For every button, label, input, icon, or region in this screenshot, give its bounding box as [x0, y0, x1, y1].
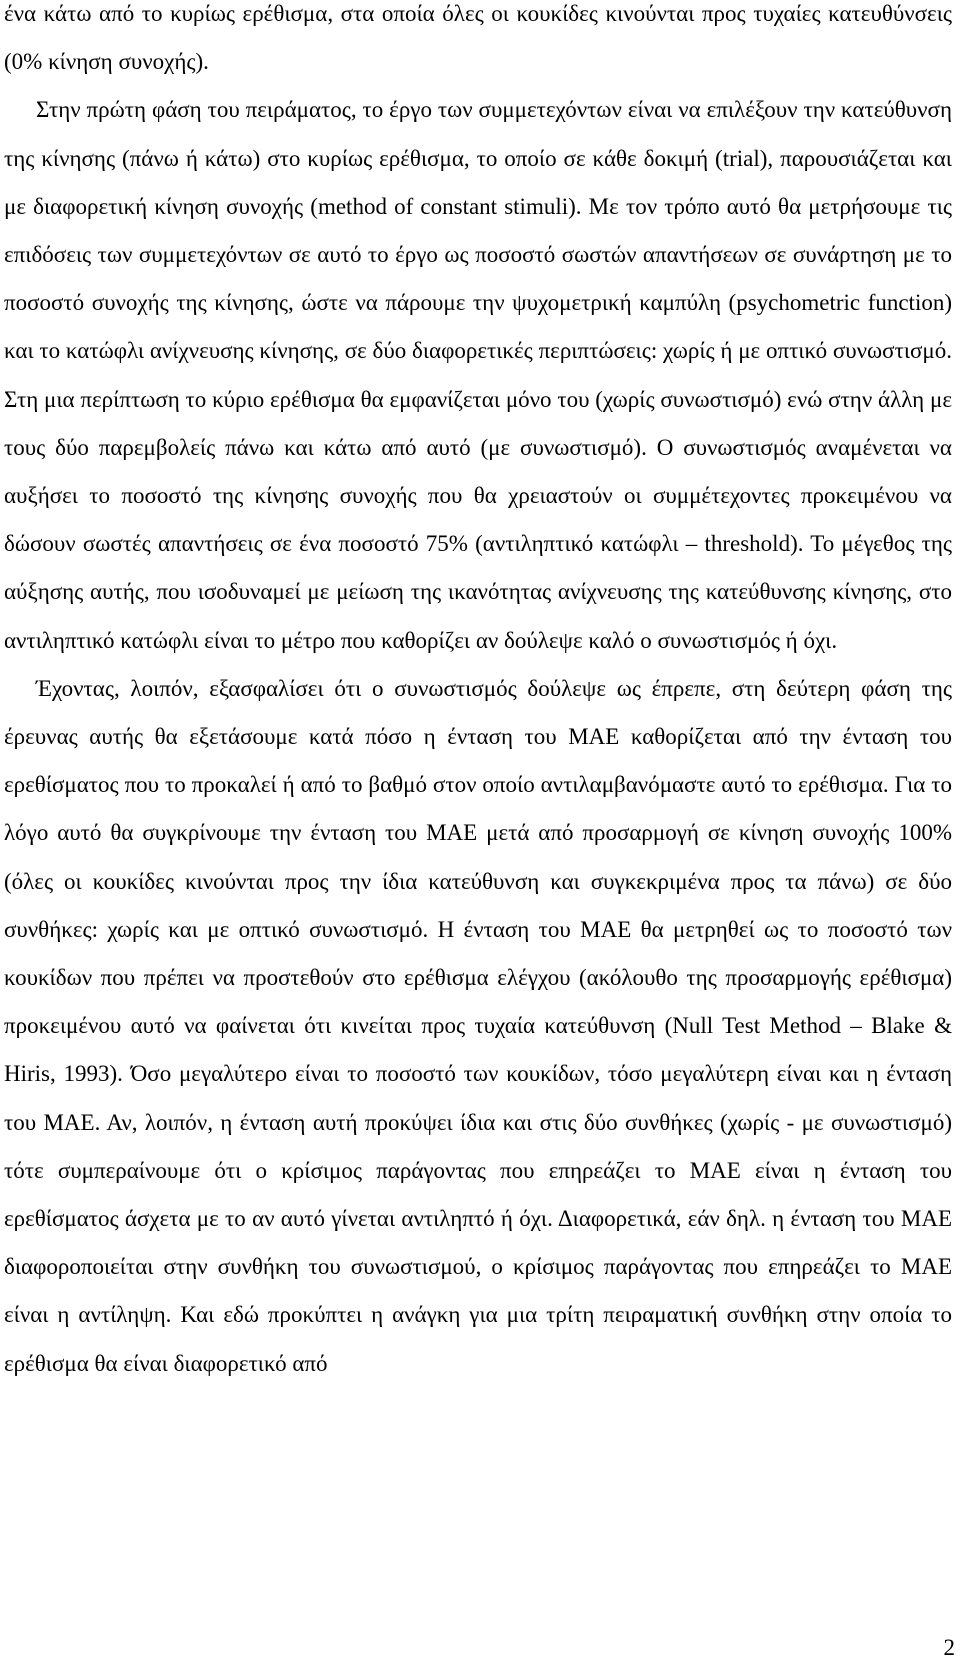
page-number: 2: [943, 1635, 955, 1660]
paragraph-first-phase: Στην πρώτη φάση του πειράματος, το έργο των συμμετεχόντων είναι να επιλέξουν την κατεύθυνση της κίνησης (πάνω ή κάτω) στο κυρίως ερέθισμα, το οποίο σε κάθε δοκιμή (trial), παρουσιάζεται και με διαφορετική κίνηση συνοχής (method of constant stimuli). Με τον τρόπο αυτό θα μετρήσουμε τις επιδόσεις των συμμετεχόντων σε αυτό το έργο ως ποσοστό σωστών απαντήσεων σε συνάρτηση με το ποσοστό συνοχής της κίνησης, ώστε να πάρουμε την ψυχομετρική καμπύλη (psychometric function) και το κατώφλι ανίχνευσης κίνησης, σε δύο διαφορετικές περιπτώσεις: χωρίς ή με οπτικό συνωστισμό. Στη μια περίπτωση το κύριο ερέθισμα θα εμφανίζεται μόνο του (χωρίς συνωστισμό) ενώ στην άλλη με τους δύο παρεμβολείς πάνω και κάτω από αυτό (με συνωστισμό). Ο συνωστισμός αναμένεται να αυξήσει το ποσοστό της κίνησης συνοχής που θα χρειαστούν οι συμμέτεχοντες προκειμένου να δώσουν σωστές απαντήσεις σε ένα ποσοστό 75% (αντιληπτικό κατώφλι – threshold). Το μέγεθος της αύξησης αυτής, που ισοδυναμεί με μείωση της ικανότητας ανίχνευσης της κατεύθυνσης κίνησης, στο αντιληπτικό κατώφλι είναι το μέτρο που καθορίζει αν δούλεψε καλό ο συνωστισμός ή όχι.: [4, 97, 952, 653]
paragraph-continuation: ένα κάτω από το κυρίως ερέθισμα, στα οποία όλες οι κουκίδες κινούνται προς τυχαίες κατευθύνσεις (0% κίνηση συνοχής).: [4, 1, 952, 75]
paragraph-second-phase: Έχοντας, λοιπόν, εξασφαλίσει ότι ο συνωστισμός δούλεψε ως έπρεπε, στη δεύτερη φάση της έρευνας αυτής θα εξετάσουμε κατά πόσο η ένταση του ΜΑΕ καθορίζεται από την ένταση του ερεθίσματος που το προκαλεί ή από το βαθμό στον οποίο αντιλαμβανόμαστε αυτό το ερέθισμα. Για το λόγο αυτό θα συγκρίνουμε την ένταση του ΜΑΕ μετά από προσαρμογή σε κίνηση συνοχής 100% (όλες οι κουκίδες κινούνται προς την ίδια κατεύθυνση και συγκεκριμένα προς τα πάνω) σε δύο συνθήκες: χωρίς και με οπτικό συνωστισμό. Η ένταση του ΜΑΕ θα μετρηθεί ως το ποσοστό των κουκίδων που πρέπει να προστεθούν στο ερέθισμα ελέγχου (ακόλουθο της προσαρμογής ερέθισμα) προκειμένου αυτό να φαίνεται ότι κινείται προς τυχαία κατεύθυνση (Null Test Method – Blake & Hiris, 1993). Όσο μεγαλύτερο είναι το ποσοστό των κουκίδων, τόσο μεγαλύτερη είναι και η ένταση του ΜΑΕ. Αν, λοιπόν, η ένταση αυτή προκύψει ίδια και στις δύο συνθήκες (χωρίς - με συνωστισμό) τότε συμπεραίνουμε ότι ο κρίσιμος παράγοντας που επηρεάζει το ΜΑΕ είναι η ένταση του ερεθίσματος άσχετα με το αν αυτό γίνεται αντιληπτό ή όχι. Διαφορετικά, εάν δηλ. η ένταση του ΜΑΕ διαφοροποιείται στην συνθήκη του συνωστισμού, ο κρίσιμος παράγοντας που επηρεάζει το ΜΑΕ είναι η αντίληψη. Και εδώ προκύπτει η ανάγκη για μια τρίτη πειραματική συνθήκη στην οποία το ερέθισμα θα είναι διαφορετικό από: [4, 675, 952, 1376]
body-text: [4, 0, 952, 1388]
